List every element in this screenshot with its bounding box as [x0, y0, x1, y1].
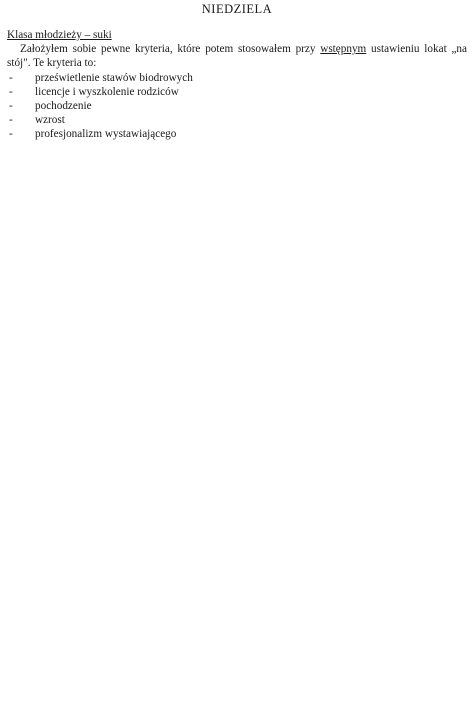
underlined-word: wstępnym [320, 43, 367, 56]
list-item: - licencje i wyszkolenie rodziców [7, 85, 467, 99]
list-item: - wzrost [7, 113, 467, 127]
list-item: - prześwietlenie stawów biodrowych [7, 71, 467, 85]
list-item: - pochodzenie [7, 99, 467, 113]
criteria-list [7, 71, 467, 142]
list-item: - profesjonalizm wystawiającego [7, 127, 467, 141]
section-heading: Klasa młodzieży – suki [7, 29, 112, 41]
intro-paragraph: Założyłem sobie pewne kryteria, które potem stosowałem przy wstępnym ustawieniu lokat „na stój". Te kryteria to: [7, 43, 467, 70]
page-title: NIEDZIELA [201, 2, 273, 16]
